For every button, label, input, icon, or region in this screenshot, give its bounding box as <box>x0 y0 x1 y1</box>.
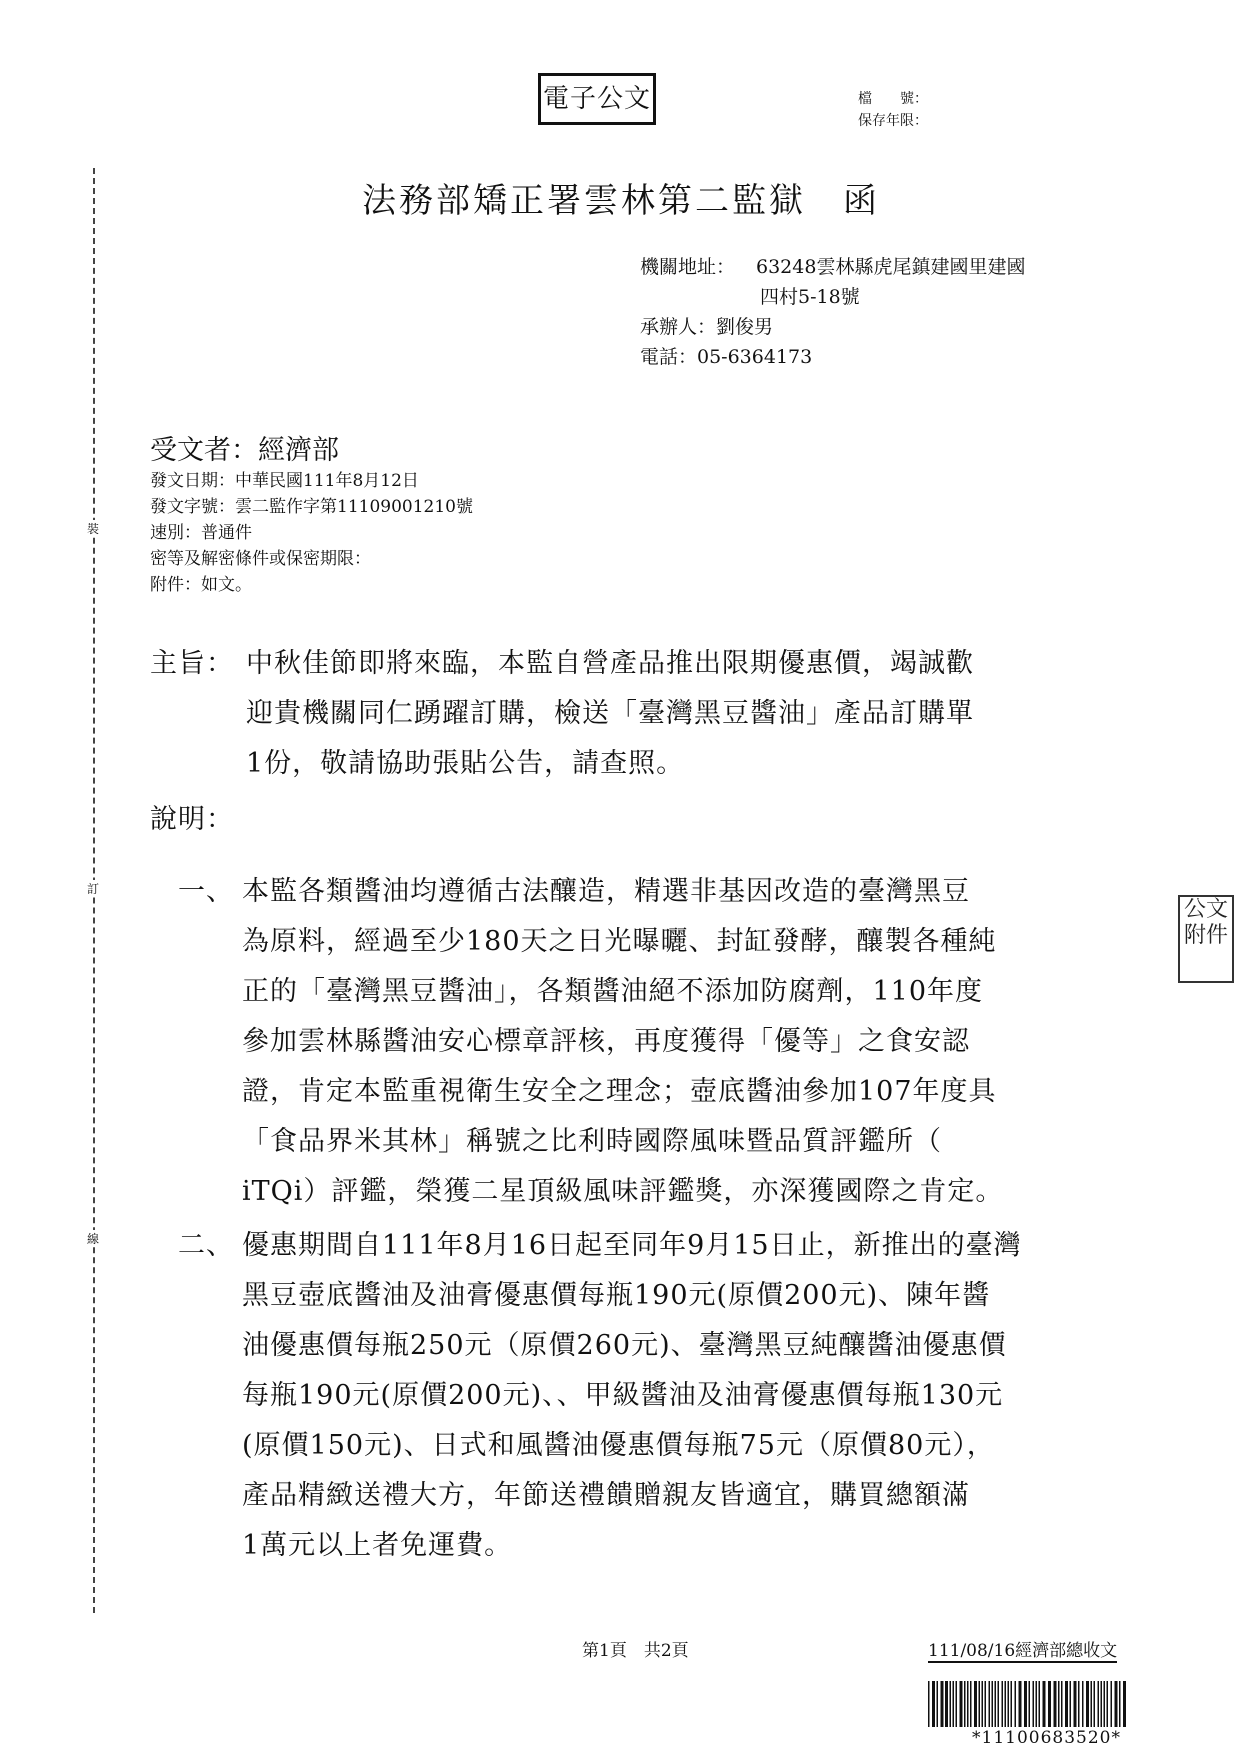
item-line: 優惠期間自111年8月16日起至同年9月15日止，新推出的臺灣 <box>242 1230 1022 1261</box>
binding-mark-xian: 線 <box>84 1230 102 1247</box>
barcode-bar <box>945 1681 948 1727</box>
org-handler: 承辦人：劉俊男 <box>640 316 774 338</box>
barcode-bar <box>1008 1681 1010 1727</box>
subject-label: 主旨： <box>150 648 234 679</box>
barcode-bar <box>1058 1681 1060 1727</box>
barcode-bar <box>960 1681 963 1727</box>
item-line: 證，肯定本監重視衛生安全之理念；壺底醬油參加107年度具 <box>242 1076 997 1107</box>
retention-period-label: 保存年限： <box>858 113 928 129</box>
barcode-bar <box>974 1681 977 1727</box>
barcode-bar <box>1005 1681 1007 1727</box>
barcode-bar <box>1086 1681 1089 1727</box>
barcode-bar <box>998 1681 1000 1727</box>
barcode-bar <box>967 1681 969 1727</box>
barcode-bar <box>989 1681 991 1727</box>
barcode-bar <box>1098 1681 1100 1727</box>
item-line: 1萬元以上者免運費。 <box>242 1530 513 1561</box>
barcode-bar <box>964 1681 966 1727</box>
issue-date: 發文日期：中華民國111年8月12日 <box>150 471 419 491</box>
barcode-bar <box>932 1681 935 1727</box>
secrecy-level: 密等及解密條件或保密期限： <box>150 549 371 569</box>
barcode-bar <box>1104 1681 1106 1727</box>
barcode-bar <box>982 1681 984 1727</box>
barcode-bar <box>1107 1681 1109 1727</box>
electronic-document-badge: 電子公文 <box>538 73 656 125</box>
subject-line: 中秋佳節即將來臨，本監自營產品推出限期優惠價，竭誠歡 <box>246 648 974 679</box>
item-line: 產品精緻送禮大方，年節送禮饋贈親友皆適宜，購買總額滿 <box>242 1480 970 1511</box>
item-line: 參加雲林縣醬油安心標章評核，再度獲得「優等」之食安認 <box>242 1026 970 1057</box>
barcode-bar <box>1094 1681 1096 1727</box>
item-line: 正的「臺灣黑豆醬油」，各類醬油絕不添加防腐劑，110年度 <box>242 976 984 1007</box>
delivery-speed: 速別：普通件 <box>150 523 252 543</box>
barcode-bar <box>1039 1681 1041 1727</box>
barcode-number: *11100683520* <box>972 1728 1121 1748</box>
barcode-bar <box>1033 1681 1035 1727</box>
barcode-bar <box>1091 1681 1093 1727</box>
barcode-bar <box>953 1681 955 1727</box>
barcode-bar <box>1074 1681 1077 1727</box>
barcode-bar <box>995 1681 997 1727</box>
barcode-bar <box>1029 1681 1031 1727</box>
barcode-bar <box>1078 1681 1080 1727</box>
org-address-line2: 四村5-18號 <box>760 286 860 308</box>
page-indicator: 第1頁 共2頁 <box>582 1641 689 1661</box>
binding-mark-ding: 訂 <box>84 880 102 897</box>
barcode-bar <box>1115 1681 1118 1727</box>
barcode-bar <box>1019 1681 1022 1727</box>
barcode-bar <box>956 1681 958 1727</box>
barcode-bar <box>1119 1681 1121 1727</box>
barcode-bar <box>1048 1681 1051 1727</box>
barcode-bar <box>1043 1681 1046 1727</box>
barcode-bar <box>1061 1681 1063 1727</box>
barcode-bar <box>1082 1681 1084 1727</box>
barcode-bar <box>1054 1681 1057 1727</box>
barcode-bar <box>1065 1681 1068 1727</box>
item-line: (原價150元)、日式和風醬油優惠價每瓶75元（原價80元）， <box>242 1430 995 1461</box>
barcode-bar <box>1070 1681 1072 1727</box>
item-line: 每瓶190元(原價200元)、、甲級醬油及油膏優惠價每瓶130元 <box>242 1380 1004 1411</box>
barcode-bar <box>1011 1681 1013 1727</box>
item-line: 油優惠價每瓶250元（原價260元)、臺灣黑豆純釀醬油優惠價 <box>242 1330 1007 1361</box>
received-stamp: 111/08/16經濟部總收文 <box>928 1636 1117 1663</box>
barcode-bar <box>1123 1681 1126 1727</box>
barcode-bar <box>1036 1681 1038 1727</box>
barcode-bar <box>970 1681 972 1727</box>
item-line: iTQi）評鑑，榮獲二星頂級風味評鑑獎，亦深獲國際之肯定。 <box>242 1176 1004 1207</box>
org-address-line1: 63248雲林縣虎尾鎮建國里建國 <box>756 256 1026 278</box>
barcode-bar <box>950 1681 952 1727</box>
document-number: 發文字號：雲二監作字第11109001210號 <box>150 497 473 517</box>
attachment-note: 附件：如文。 <box>150 575 252 595</box>
barcode <box>926 1681 1166 1727</box>
item-line: 為原料，經過至少180天之日光曝曬、封缸發酵，釀製各種純 <box>242 926 997 957</box>
barcode-bar <box>937 1681 939 1727</box>
subject-line: 1份，敬請協助張貼公告，請查照。 <box>246 748 685 779</box>
explanation-label: 說明： <box>150 804 234 835</box>
barcode-bar <box>1002 1681 1004 1727</box>
item-line: 本監各類醬油均遵循古法釀造，精選非基因改造的臺灣黑豆 <box>242 876 970 907</box>
side-receipt-stamp: 公文 附件 <box>1178 895 1234 983</box>
barcode-bar <box>1101 1681 1103 1727</box>
document-title: 法務部矯正署雲林第二監獄 函 <box>362 181 880 221</box>
file-number-label: 檔 號： <box>858 91 928 107</box>
subject-line: 迎貴機關同仁踴躍訂購，檢送「臺灣黑豆醬油」產品訂購單 <box>246 698 974 729</box>
barcode-bar <box>979 1681 981 1727</box>
barcode-bar <box>992 1681 994 1727</box>
barcode-bar <box>1015 1681 1017 1727</box>
item-number: 一、 <box>178 876 234 907</box>
org-phone: 電話：05-6364173 <box>640 346 813 368</box>
binding-mark-zhuang: 裝 <box>84 520 102 537</box>
org-address-label: 機關地址： <box>640 256 736 278</box>
item-line: 「食品界米其林」稱號之比利時國際風味暨品質評鑑所（ <box>242 1126 942 1157</box>
barcode-bar <box>1024 1681 1027 1727</box>
barcode-bar <box>941 1681 944 1727</box>
item-number: 二、 <box>178 1230 234 1261</box>
barcode-bar <box>1111 1681 1113 1727</box>
item-line: 黑豆壺底醬油及油膏優惠價每瓶190元(原價200元)、陳年醬 <box>242 1280 991 1311</box>
barcode-bar <box>928 1681 930 1727</box>
barcode-bar <box>985 1681 987 1727</box>
recipient-to: 受文者：經濟部 <box>150 435 339 466</box>
